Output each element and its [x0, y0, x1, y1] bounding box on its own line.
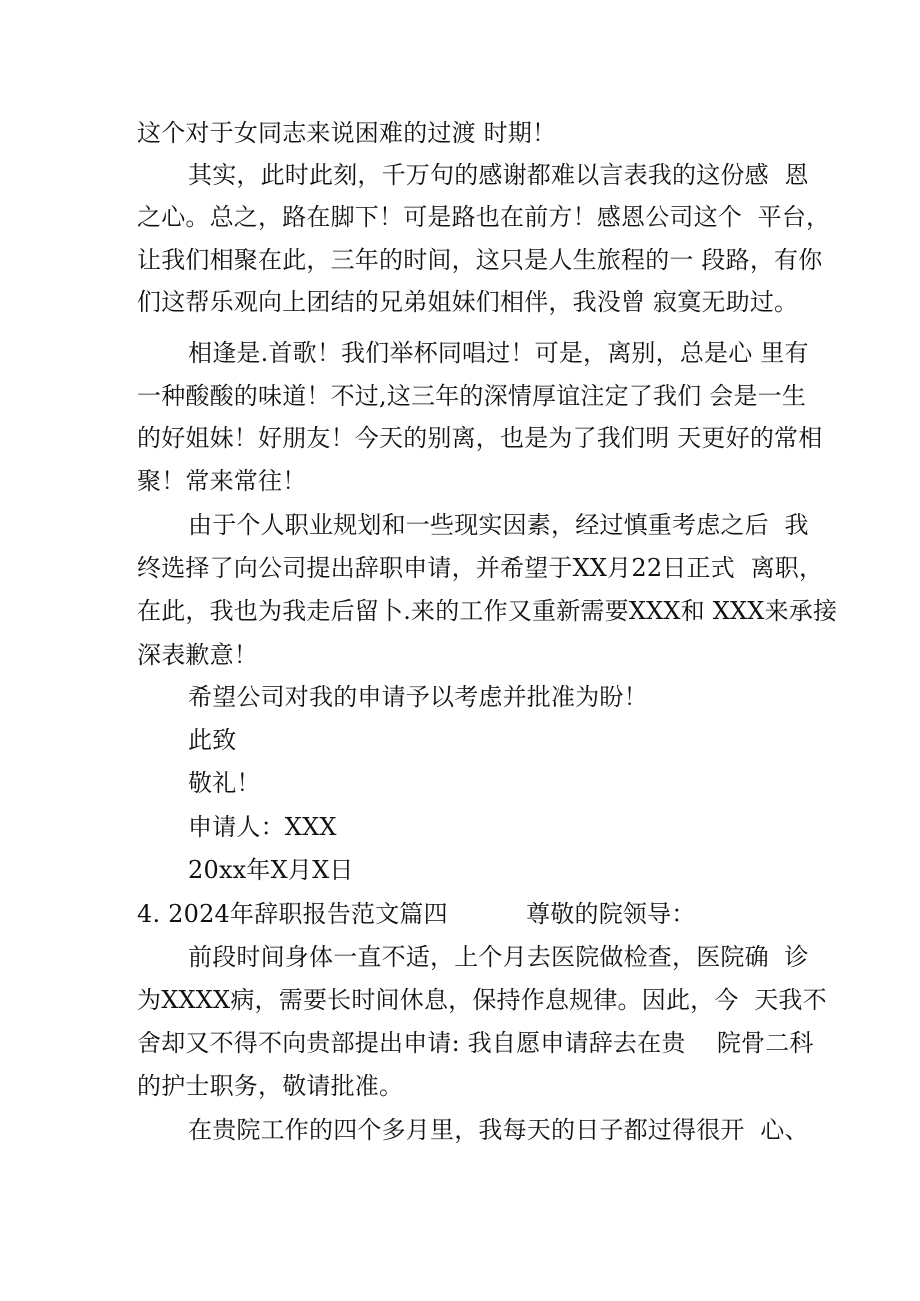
text-line: 终选择了向公司提出辞职申请，并希望于XX月22日正式 离职，	[137, 554, 824, 582]
section-heading: 4. 2024年辞职报告范文篇四 尊敬的院领导：	[137, 900, 696, 928]
text-line: 深表歉意！	[137, 641, 258, 669]
text-line: 让我们相聚在此，三年的时间，这只是人生旅程的一 段路，有你	[137, 246, 823, 274]
text-line: 一种酸酸的味道！不过,这三年的深情厚谊注定了我们 会是一生	[137, 382, 807, 410]
closing-regards: 敬礼！	[188, 769, 261, 797]
paragraph-start: 在贵院工作的四个多月里，我每天的日子都过得很开 心、	[188, 1116, 809, 1144]
date-line: 20xx年X月X日	[188, 856, 354, 884]
text-line: 的护士职务，敬请批准。	[137, 1072, 404, 1100]
text-line: 在此，我也为我走后留卜.来的工作又重新需要XXX和 XXX来承接	[137, 597, 838, 625]
paragraph-start: 希望公司对我的申请予以考虑并批准为盼！	[188, 683, 648, 711]
text-line: 之心。总之，路在脚下！可是路也在前方！感恩公司这个 平台，	[137, 203, 831, 231]
paragraph-start: 前段时间身体一直不适，上个月去医院做检查，医院确 诊	[188, 943, 809, 971]
paragraph-start: 其实，此时此刻，千万句的感谢都难以言表我的这份感 恩	[188, 161, 809, 189]
text-line: 为XXXX病，需要长时间休息，保持作息规律。因此，今 天我不	[137, 986, 827, 1014]
paragraph-start: 相逢是.首歌！我们举杯同唱过！可是，离别，总是心 里有	[188, 339, 809, 367]
text-line: 这个对于女同志来说困难的过渡 时期！	[137, 119, 557, 147]
closing-salutation: 此致	[188, 726, 237, 754]
text-line: 的好姐妹！好朋友！今天的别离，也是为了我们明 天更好的常相	[137, 424, 823, 452]
text-line: 聚！常来常往！	[137, 467, 307, 495]
paragraph-start: 由于个人职业规划和一些现实因素，经过慎重考虑之后 我	[188, 511, 809, 539]
text-line: 们这帮乐观向上团结的兄弟姐妹们相伴，我没曾 寂寞无助过。	[137, 288, 799, 316]
applicant-signature: 申请人：XXX	[188, 813, 337, 841]
text-line: 舍却又不得不向贵部提出申请: 我自愿申请辞去在贵 院骨二科	[137, 1029, 814, 1057]
